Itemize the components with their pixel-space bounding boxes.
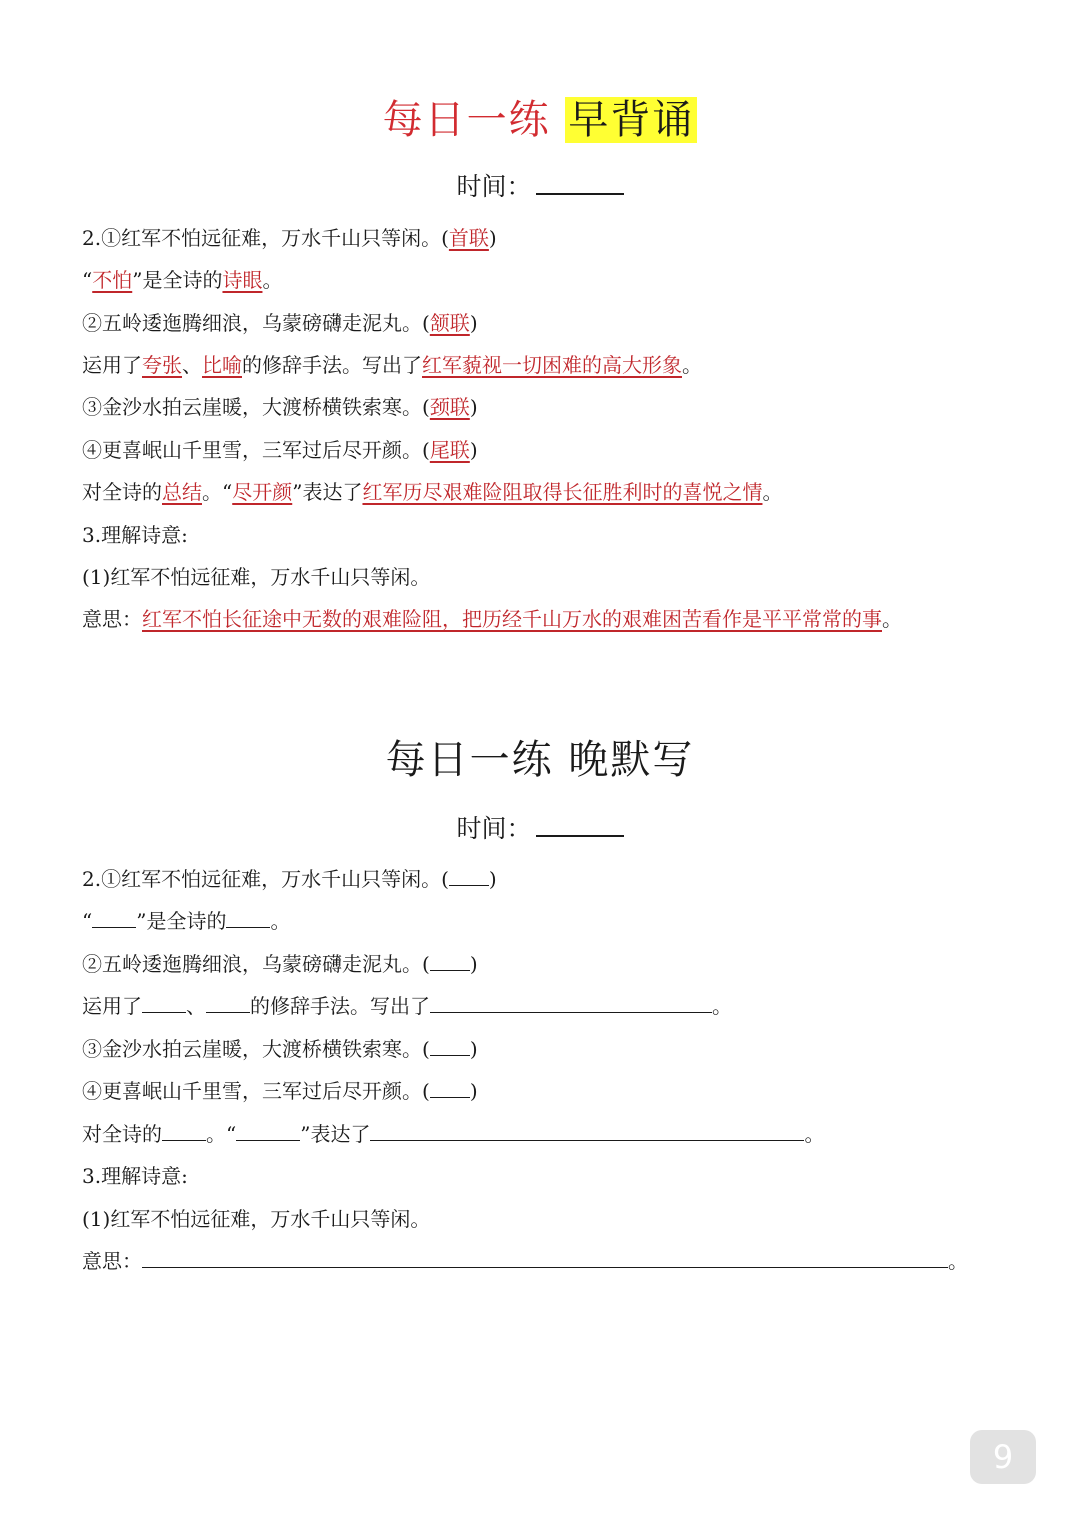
evening-q2-line5: ③金沙水拍云崖暖，大渡桥横铁索寒。( ) — [82, 1037, 478, 1061]
morning-title-prefix: 每日一练 — [382, 97, 551, 143]
fill-blank[interactable] — [142, 994, 186, 1013]
evening-q2-line3: ②五岭逶迤腾细浪，乌蒙磅礴走泥丸。( ) — [82, 952, 478, 976]
fill-blank[interactable] — [226, 909, 270, 928]
fill-blank[interactable] — [430, 1037, 470, 1056]
answer: 尽开颜 — [232, 480, 293, 504]
morning-title — [0, 94, 1080, 146]
fill-blank[interactable] — [236, 1122, 300, 1141]
answer: 红军历尽艰难险阻取得长征胜利时的喜悦之情 — [362, 480, 763, 504]
answer: 颈联 — [429, 395, 470, 419]
morning-q2-line5: ③金沙水拍云崖暖，大渡桥横铁索寒。(颈联) — [82, 395, 478, 419]
answer: 尾联 — [429, 438, 470, 462]
answer: 诗眼 — [222, 268, 263, 292]
morning-q3-title: 3.理解诗意: — [82, 523, 188, 547]
fill-blank[interactable] — [430, 952, 470, 971]
morning-q2-line2: “不怕”是全诗的诗眼。 — [82, 268, 283, 292]
morning-q2-line6: ④更喜岷山千里雪，三军过后尽开颜。(尾联) — [82, 438, 478, 462]
time-label: 时间： — [456, 814, 532, 843]
fill-blank[interactable] — [370, 1122, 804, 1141]
time-blank[interactable] — [536, 813, 624, 837]
evening-q3-line: (1)红军不怕远征难，万水千山只等闲。 — [82, 1207, 431, 1231]
fill-blank[interactable] — [142, 1249, 948, 1268]
answer: 红军藐视一切困难的高大形象 — [422, 353, 682, 377]
evening-title: 每日一练 晚默写 — [385, 737, 695, 783]
answer: 首联 — [448, 226, 489, 250]
evening-q3-title: 3.理解诗意: — [82, 1164, 188, 1188]
morning-q2-line1: 2.①红军不怕远征难，万水千山只等闲。(首联) — [82, 226, 497, 250]
fill-blank[interactable] — [92, 909, 136, 928]
morning-q3-meaning: 意思：红军不怕长征途中无数的艰难险阻，把历经千山万水的艰难困苦看作是平平常常的事。 — [82, 607, 902, 631]
time-label: 时间： — [456, 172, 532, 201]
morning-q2-line7: 对全诗的总结。“尽开颜”表达了红军历尽艰难险阻取得长征胜利时的喜悦之情。 — [82, 480, 783, 504]
evening-q2-line6: ④更喜岷山千里雪，三军过后尽开颜。( ) — [82, 1079, 478, 1103]
morning-title-highlight: 早背诵 — [565, 97, 697, 143]
evening-q2-line4: 运用了 、 的修辞手法。写出了 。 — [82, 994, 732, 1018]
answer: 比喻 — [202, 353, 242, 377]
answer: 总结 — [162, 480, 202, 504]
evening-time-row — [0, 812, 1080, 846]
evening-q2-line2: “ ”是全诗的 。 — [82, 909, 291, 933]
answer: 不怕 — [92, 268, 133, 292]
evening-q2-line7: 对全诗的 。“ ”表达了 。 — [82, 1122, 825, 1146]
evening-q2-line1: 2.①红军不怕远征难，万水千山只等闲。( ) — [82, 867, 497, 891]
morning-q2-line3: ②五岭逶迤腾细浪，乌蒙磅礴走泥丸。(颔联) — [82, 311, 478, 335]
page-number-badge: 9 — [970, 1430, 1036, 1484]
fill-blank[interactable] — [430, 1079, 470, 1098]
evening-q3-meaning: 意思： 。 — [82, 1249, 968, 1273]
fill-blank[interactable] — [162, 1122, 206, 1141]
answer: 红军不怕长征途中无数的艰难险阻，把历经千山万水的艰难困苦看作是平平常常的事 — [142, 607, 882, 631]
answer: 颔联 — [429, 311, 470, 335]
morning-time-row — [0, 170, 1080, 204]
time-blank[interactable] — [536, 171, 624, 195]
answer: 夸张 — [142, 353, 182, 377]
morning-q3-line: (1)红军不怕远征难，万水千山只等闲。 — [82, 565, 431, 589]
morning-q2-line4: 运用了夸张、比喻的修辞手法。写出了红军藐视一切困难的高大形象。 — [82, 353, 702, 377]
fill-blank[interactable] — [430, 994, 712, 1013]
fill-blank[interactable] — [449, 867, 489, 886]
fill-blank[interactable] — [206, 994, 250, 1013]
